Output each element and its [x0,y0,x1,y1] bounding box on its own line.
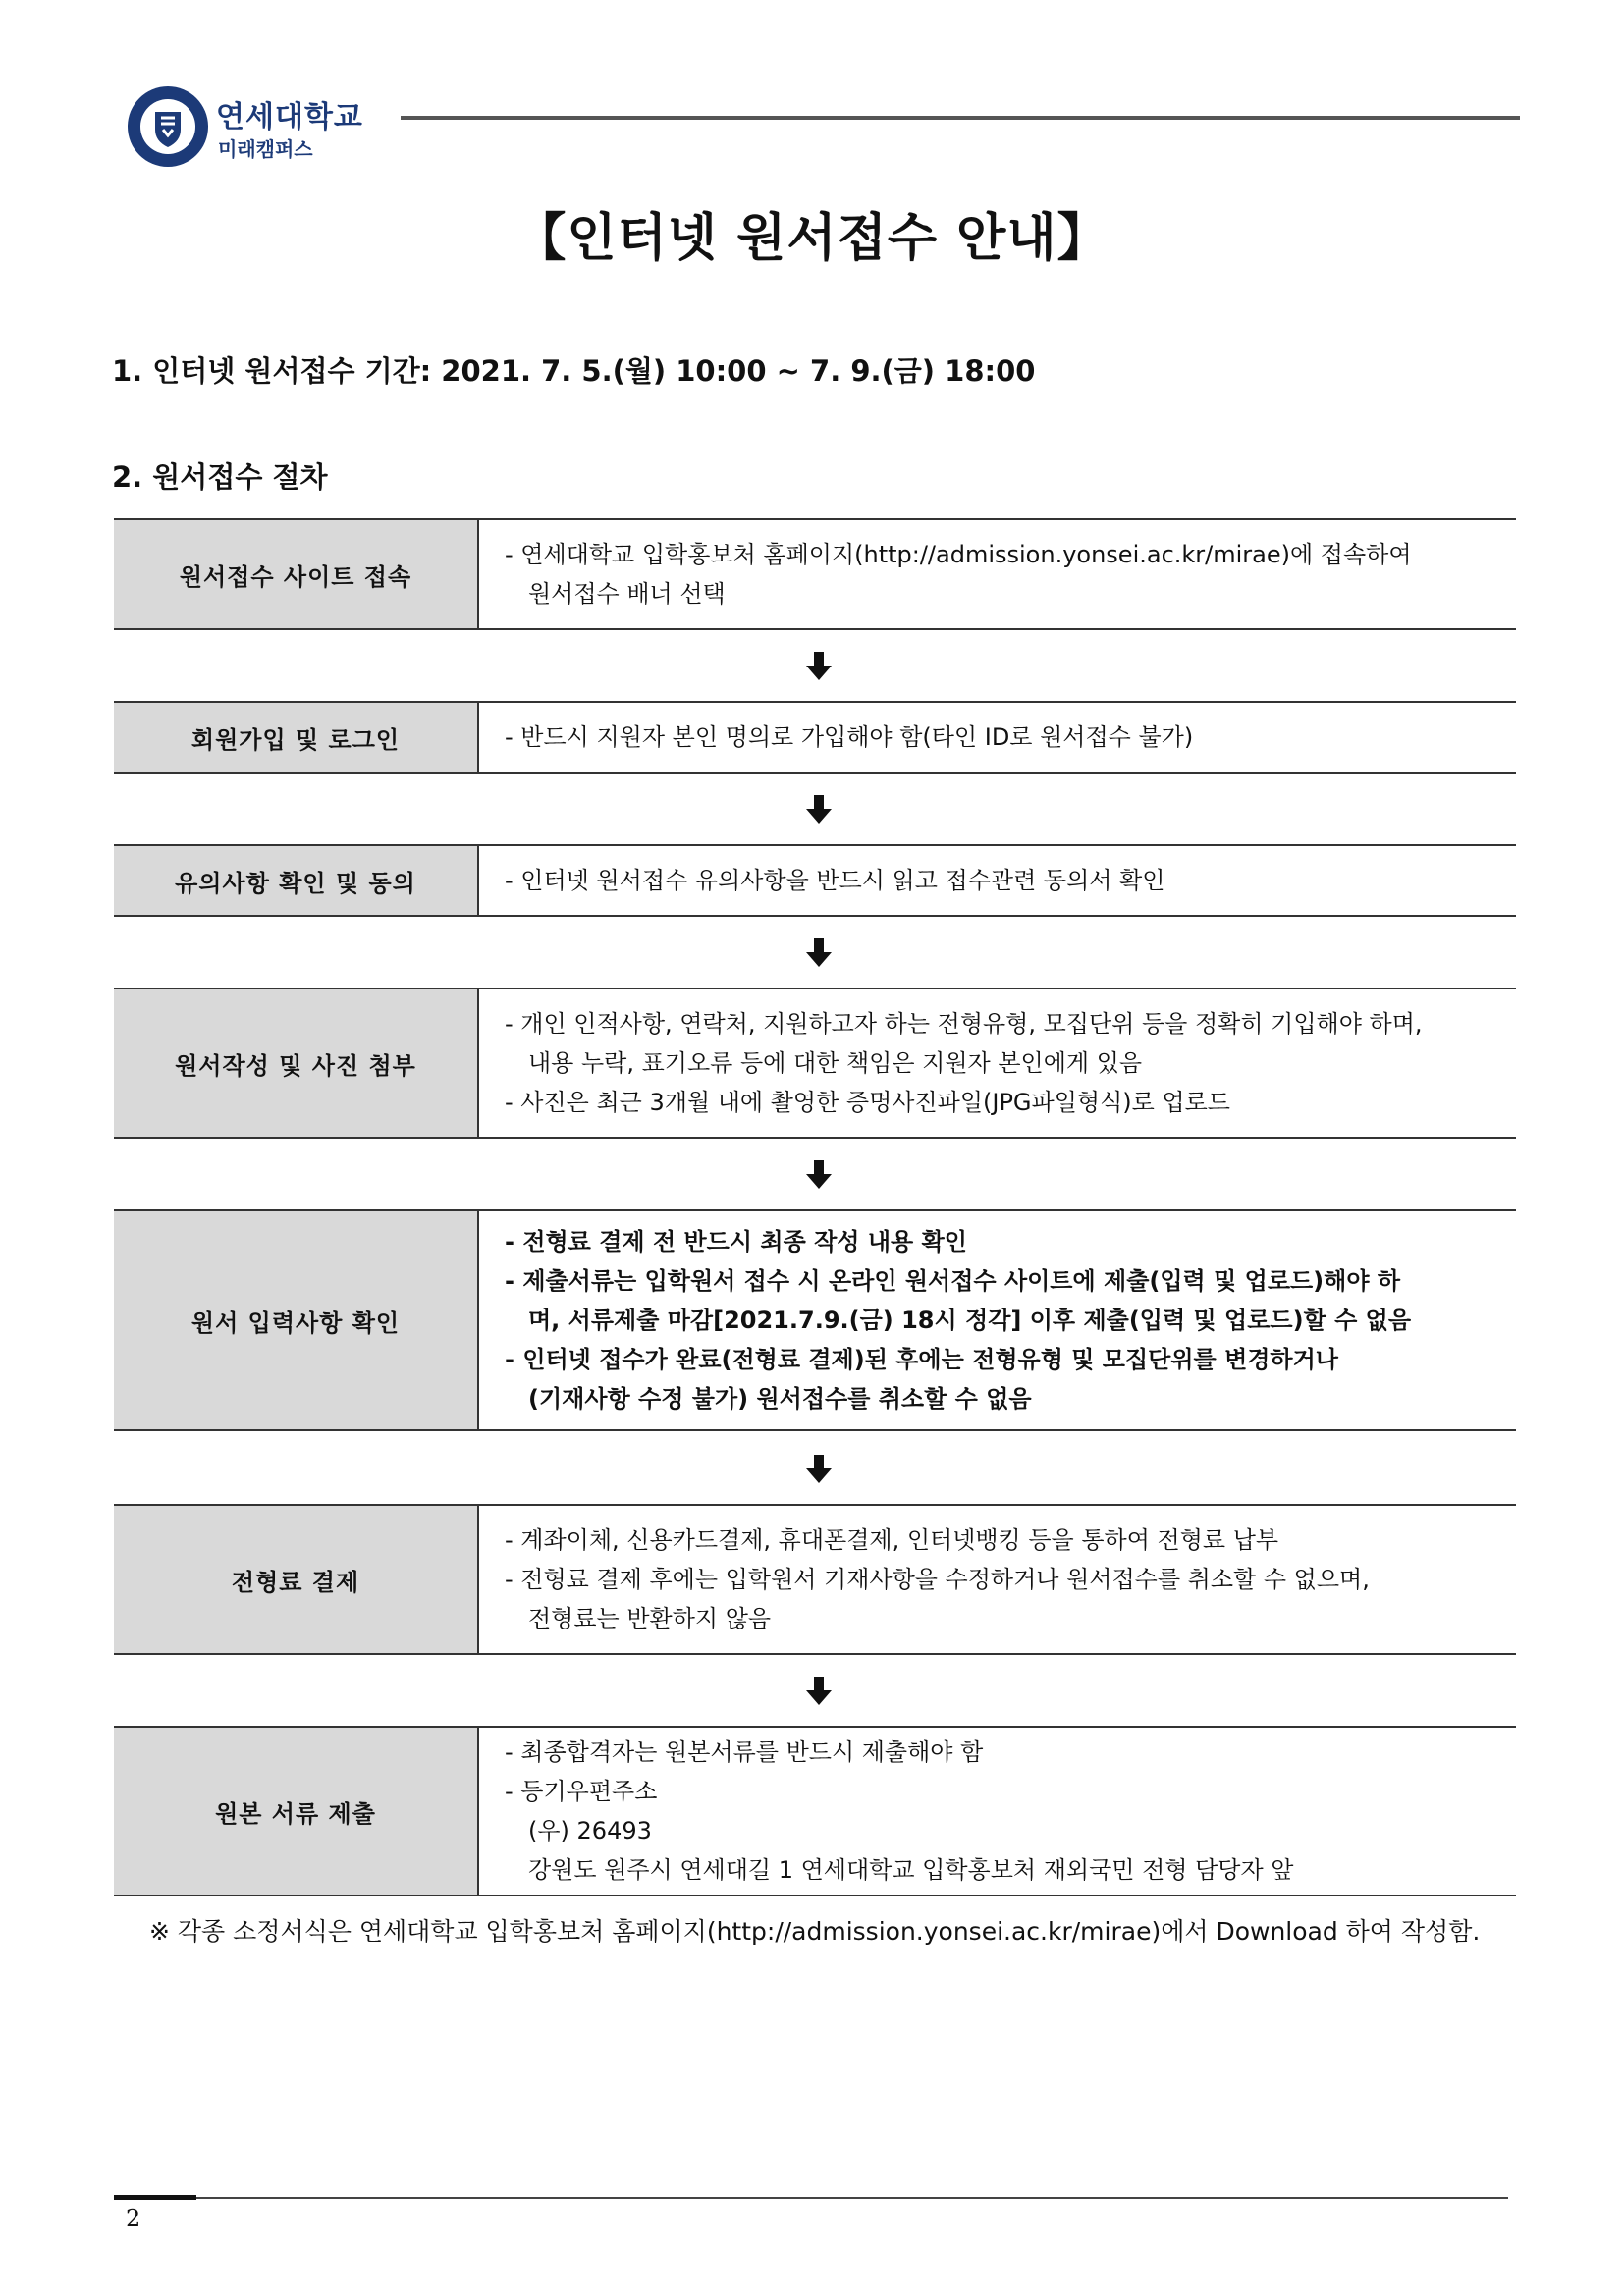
step-line: - 전형료 결제 전 반드시 최종 작성 내용 확인 [505,1228,967,1255]
step-line: - 최종합격자는 원본서류를 반드시 제출해야 함 [505,1738,984,1766]
step-line: (우) 26493 [528,1817,652,1844]
step-line: - 인터넷 접수가 완료(전형료 결제)된 후에는 전형유형 및 모집단위를 변경하거나 [505,1346,1338,1373]
step-line: - 등기우편주소 [505,1778,658,1805]
procedure-step-review-input [114,1209,1516,1431]
step-line: - 연세대학교 입학홍보처 홈페이지(http://admission.yonsei.ac.kr/mirae)에 접속하여 [505,541,1412,568]
down-arrow-icon [805,795,833,825]
step-line: - 사진은 최근 3개월 내에 촬영한 증명사진파일(JPG파일형식)로 업로드 [505,1089,1230,1116]
down-arrow-icon [805,652,833,681]
step-label: 원서접수 사이트 접속 [114,520,479,628]
step-line: - 인터넷 원서접수 유의사항을 반드시 읽고 접수관련 동의서 확인 [505,867,1165,894]
procedure-step-site-access [114,518,1516,630]
step-description [479,989,1516,1137]
step-line: 며, 서류제출 마감[2021.7.9.(금) 18시 정각] 이후 제출(입력 및 업로드)할 수 없음 [528,1307,1412,1334]
procedure-step-fee-payment [114,1504,1516,1655]
step-line: 전형료는 반환하지 않음 [528,1605,772,1632]
step-description [479,520,1516,628]
procedure-step-form-photo [114,988,1516,1139]
down-arrow-icon [805,1160,833,1190]
university-name: 연세대학교 [216,100,363,134]
step-line: 강원도 원주시 연세대길 1 연세대학교 입학홍보처 재외국민 전형 담당자 앞 [528,1856,1294,1884]
forms-note: ※ 각종 소정서식은 연세대학교 입학홍보처 홈페이지(http://admission.yonsei.ac.kr/mirae)에서 Download 하여 작성함. [149,1917,1481,1946]
procedure-heading: 2. 원서접수 절차 [112,460,328,494]
page-number: 2 [126,2205,141,2232]
step-line: - 개인 인적사항, 연락처, 지원하고자 하는 전형유형, 모집단위 등을 정확히 기입해야 하며, [505,1010,1423,1038]
step-label: 원서 입력사항 확인 [114,1211,479,1429]
down-arrow-icon [805,938,833,968]
application-period: 1. 인터넷 원서접수 기간: 2021. 7. 5.(월) 10:00 ~ 7. 9.(금) 18:00 [112,354,1036,388]
step-description [479,1506,1516,1653]
step-description [479,703,1516,772]
step-label: 원서작성 및 사진 첨부 [114,989,479,1137]
procedure-step-signup-login [114,701,1516,774]
step-description [479,1211,1516,1429]
step-description [479,846,1516,915]
procedure-step-original-documents [114,1726,1516,1896]
step-description [479,1728,1516,1895]
step-label: 회원가입 및 로그인 [114,703,479,772]
step-label: 전형료 결제 [114,1506,479,1653]
step-line: - 전형료 결제 후에는 입학원서 기재사항을 수정하거나 원서접수를 취소할 수 없으며, [505,1566,1370,1593]
step-label: 원본 서류 제출 [114,1728,479,1895]
down-arrow-icon [805,1677,833,1706]
page-header [126,84,1520,173]
page-title: 【인터넷 원서접수 안내】 [514,209,1110,268]
step-line: 내용 누락, 표기오류 등에 대한 책임은 지원자 본인에게 있음 [528,1049,1143,1077]
step-line: (기재사항 수정 불가) 원서접수를 취소할 수 없음 [528,1385,1032,1413]
header-divider [401,116,1520,120]
procedure-step-notice-agreement [114,844,1516,917]
footer-divider-accent [114,2195,196,2200]
step-line: 원서접수 배너 선택 [528,580,726,608]
step-line: - 계좌이체, 신용카드결제, 휴대폰결제, 인터넷뱅킹 등을 통하여 전형료 납부 [505,1526,1279,1554]
step-label: 유의사항 확인 및 동의 [114,846,479,915]
footer-divider [114,2197,1508,2199]
down-arrow-icon [805,1455,833,1484]
step-line: - 제출서류는 입학원서 접수 시 온라인 원서접수 사이트에 제출(입력 및 업로드)해야 하 [505,1267,1401,1295]
campus-name: 미래캠퍼스 [218,137,313,161]
university-seal-logo [126,84,210,169]
step-line: - 반드시 지원자 본인 명의로 가입해야 함(타인 ID로 원서접수 불가) [505,723,1194,751]
